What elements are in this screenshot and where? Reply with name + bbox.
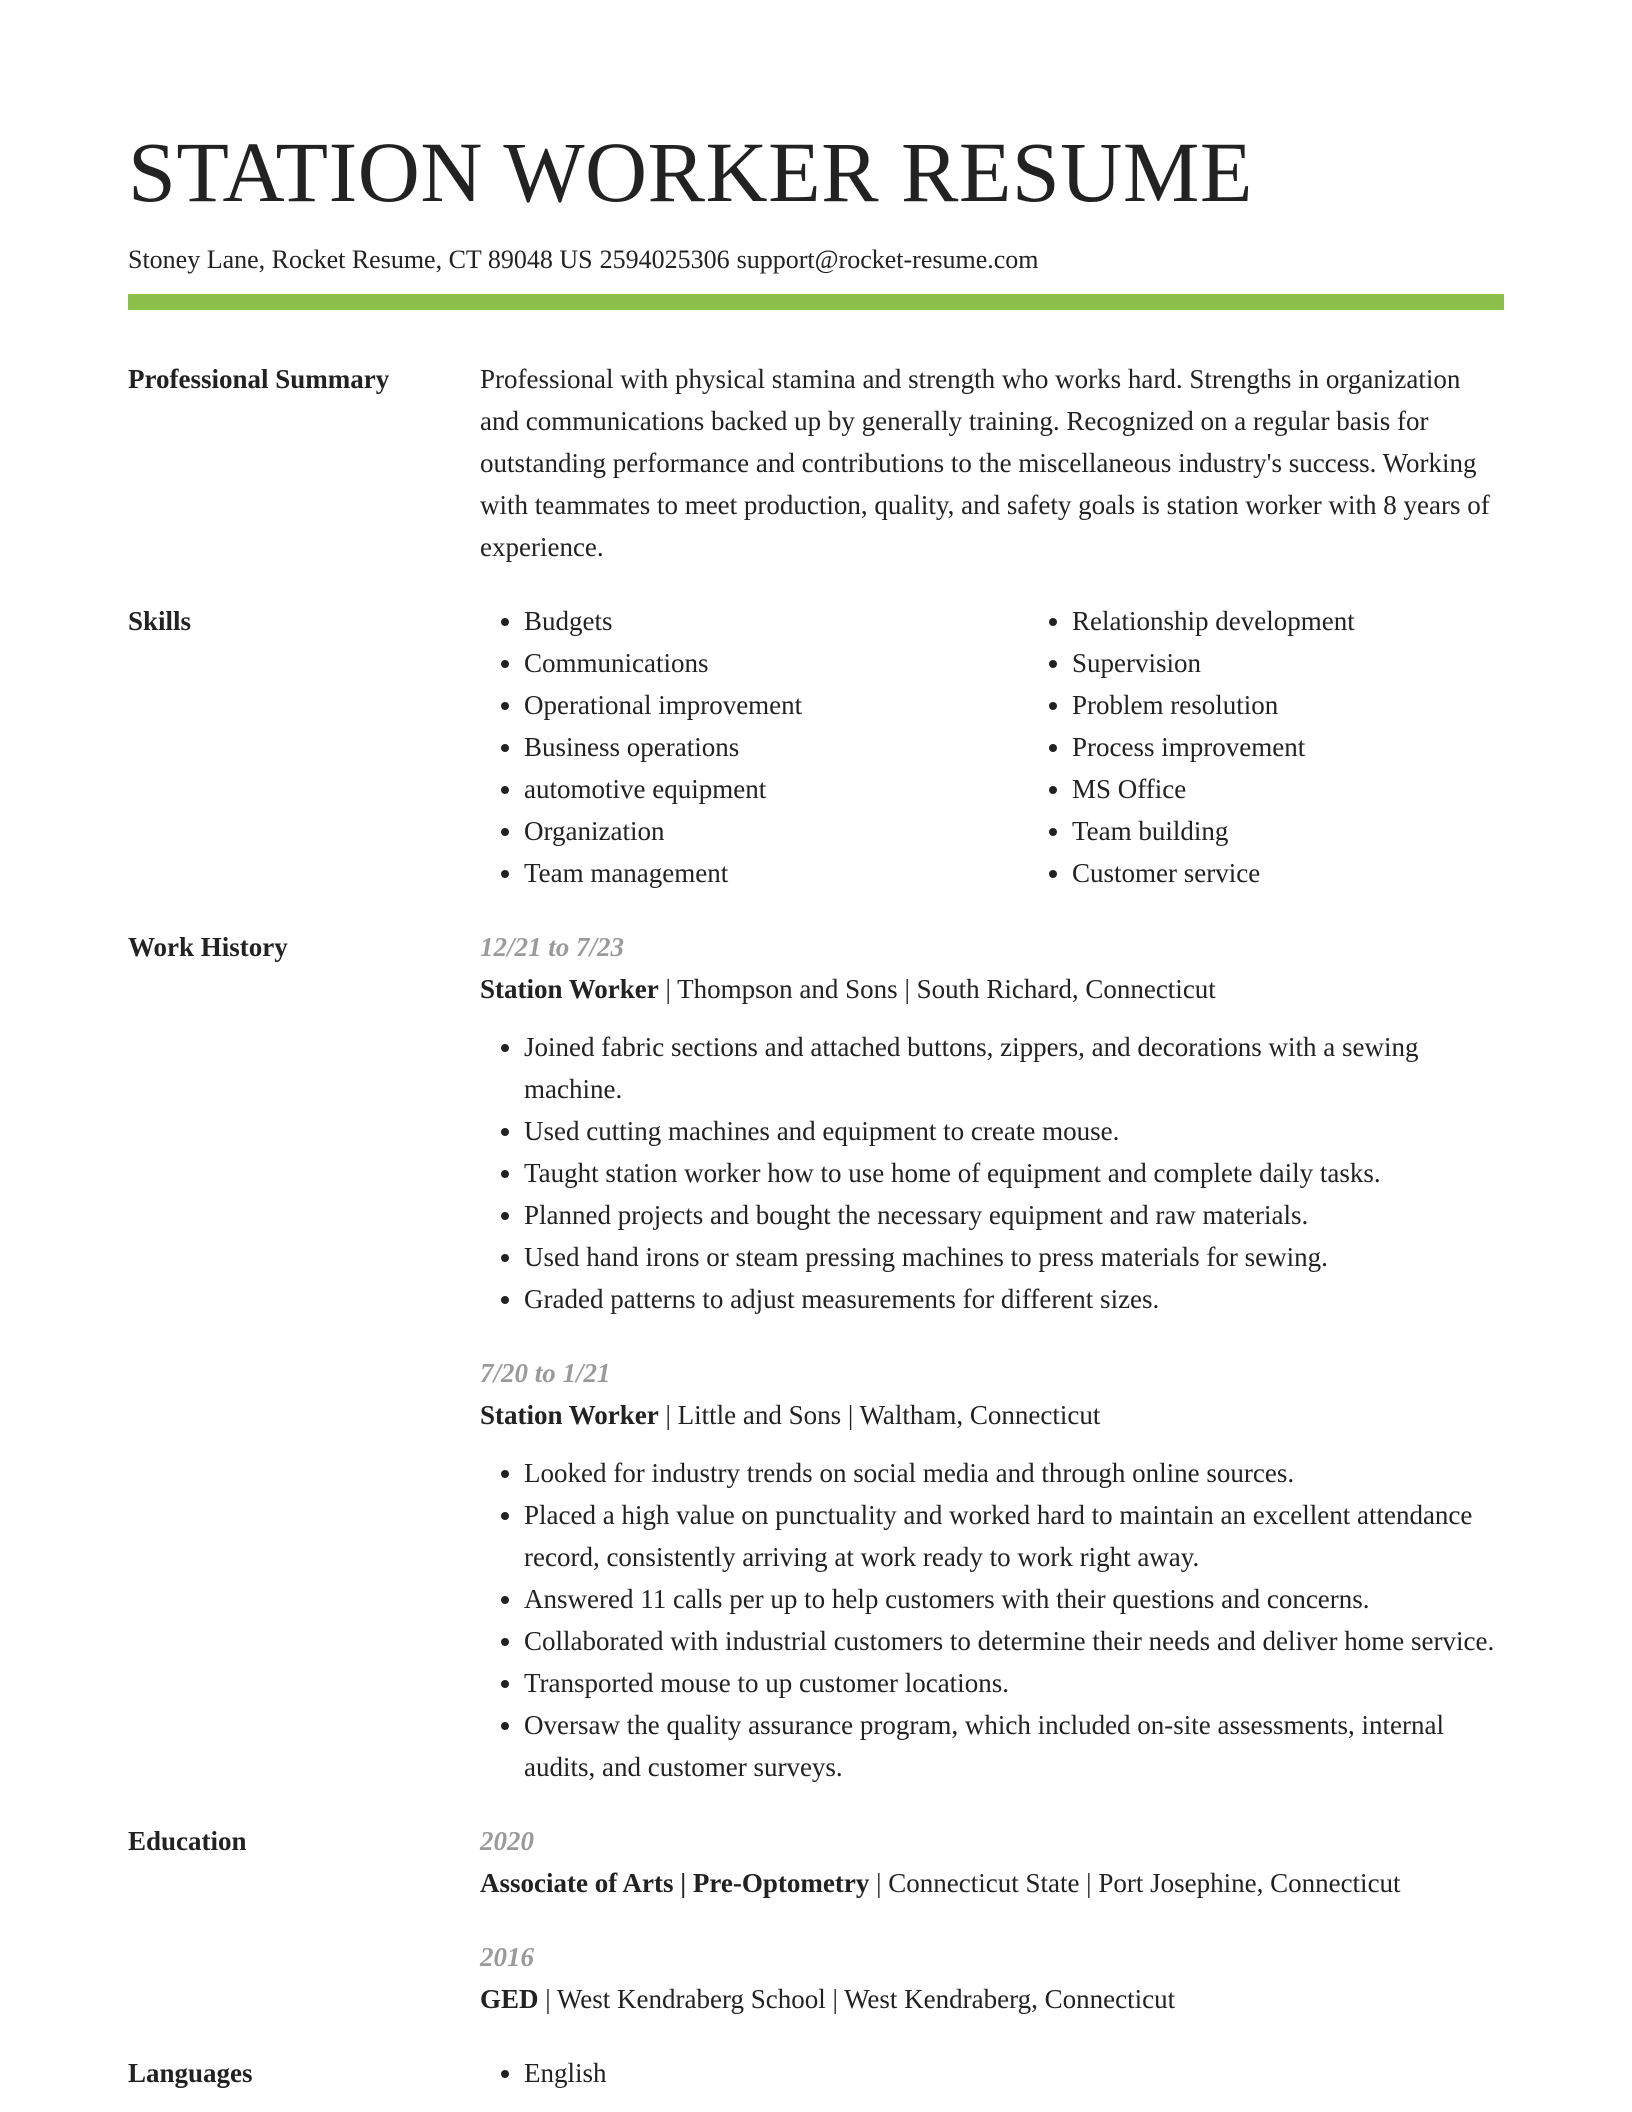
languages-section: [128, 2052, 1504, 2094]
summary-section: [128, 358, 1504, 568]
education-section: [128, 1820, 1504, 2020]
job-entry: [480, 1352, 1504, 1788]
skill-item: • Customer service: [1072, 852, 1576, 894]
skill-item: • Communications: [524, 642, 1028, 684]
job-bullet: • Answered 11 calls per up to help customers with their questions and concerns.: [524, 1578, 1504, 1620]
job-bullet: • Collaborated with industrial customers to determine their needs and deliver home service.: [524, 1620, 1504, 1662]
education-year: 2016: [480, 1942, 534, 1972]
languages-list: [480, 2052, 1504, 2094]
job-entry: [480, 926, 1504, 1320]
skills-label: Skills: [128, 606, 192, 636]
job-title: Station Worker: [480, 974, 659, 1004]
job-bullet: • Joined fabric sections and attached buttons, zippers, and decorations with a sewing machine.: [524, 1026, 1504, 1110]
job-title-line: [480, 968, 1504, 1010]
skill-item: • Supervision: [1072, 642, 1576, 684]
job-title: Station Worker: [480, 1400, 659, 1430]
job-bullet: • Placed a high value on punctuality and worked hard to maintain an excellent attendance record, consistently arriving at work ready to work right away.: [524, 1494, 1504, 1578]
skill-item: • Budgets: [524, 600, 1028, 642]
skill-item: • Business operations: [524, 726, 1028, 768]
education-entry: [480, 1936, 1504, 2020]
job-bullets: [480, 1452, 1504, 1788]
job-bullets: [480, 1026, 1504, 1320]
skill-item: • MS Office: [1072, 768, 1576, 810]
education-details: | Connecticut State | Port Josephine, Connecticut: [869, 1868, 1401, 1898]
job-bullet: • Used hand irons or steam pressing machines to press materials for sewing.: [524, 1236, 1504, 1278]
work-history-section: [128, 926, 1504, 1788]
contact-line: [128, 242, 1504, 278]
contact-address: Stoney Lane, Rocket Resume, CT 89048 US: [128, 245, 593, 274]
summary-text: Professional with physical stamina and strength who works hard. Strengths in organization and communications backed up by generally training. Recognized on a regular basis for outstanding performance and contributions to the miscellaneous industry's success. Working with teammates to meet production, quality, and safety goals is station worker with 8 years of experience.: [480, 364, 1490, 562]
job-bullet: • Taught station worker how to use home of equipment and complete daily tasks.: [524, 1152, 1504, 1194]
education-degree: GED: [480, 1984, 539, 2014]
job-bullet: • Transported mouse to up customer locations.: [524, 1662, 1504, 1704]
education-details: | West Kendraberg School | West Kendraberg, Connecticut: [538, 1984, 1176, 2014]
skill-item: • Team building: [1072, 810, 1576, 852]
education-line: [480, 1978, 1504, 2020]
job-title-line: [480, 1394, 1504, 1436]
skill-item: • Operational improvement: [524, 684, 1028, 726]
job-bullet: • Planned projects and bought the necessary equipment and raw materials.: [524, 1194, 1504, 1236]
job-bullet: • Oversaw the quality assurance program, which included on-site assessments, internal audits, and customer surveys.: [524, 1704, 1504, 1788]
job-details: | Thompson and Sons | South Richard, Connecticut: [658, 974, 1216, 1004]
skill-item: • Process improvement: [1072, 726, 1576, 768]
education-year: 2020: [480, 1826, 534, 1856]
contact-phone: 2594025306: [599, 245, 730, 274]
languages-label: Languages: [128, 2058, 253, 2088]
skills-list-left: [480, 600, 1028, 894]
work-history-label: Work History: [128, 932, 288, 962]
skill-item: • Organization: [524, 810, 1028, 852]
summary-label: Professional Summary: [128, 364, 390, 394]
contact-email: support@rocket-resume.com: [736, 245, 1039, 274]
job-dates: 12/21 to 7/23: [480, 932, 625, 962]
skills-grid: [480, 600, 1576, 894]
education-entry: [480, 1820, 1504, 1904]
header-divider: [128, 294, 1504, 310]
skills-list-right: [1028, 600, 1576, 894]
education-line: [480, 1862, 1504, 1904]
job-bullet: • Used cutting machines and equipment to create mouse.: [524, 1110, 1504, 1152]
job-bullet: • Graded patterns to adjust measurements for different sizes.: [524, 1278, 1504, 1320]
skill-item: • Problem resolution: [1072, 684, 1576, 726]
skill-item: • automotive equipment: [524, 768, 1028, 810]
resume-title: STATION WORKER RESUME: [128, 124, 1253, 220]
skills-section: [128, 600, 1504, 894]
skill-item: • Relationship development: [1072, 600, 1576, 642]
language-item: • English: [524, 2052, 1504, 2094]
job-bullet: • Looked for industry trends on social media and through online sources.: [524, 1452, 1504, 1494]
skill-item: • Team management: [524, 852, 1028, 894]
education-degree: Associate of Arts | Pre-Optometry: [480, 1868, 870, 1898]
job-dates: 7/20 to 1/21: [480, 1358, 611, 1388]
job-details: | Little and Sons | Waltham, Connecticut: [658, 1400, 1101, 1430]
education-label: Education: [128, 1826, 247, 1856]
